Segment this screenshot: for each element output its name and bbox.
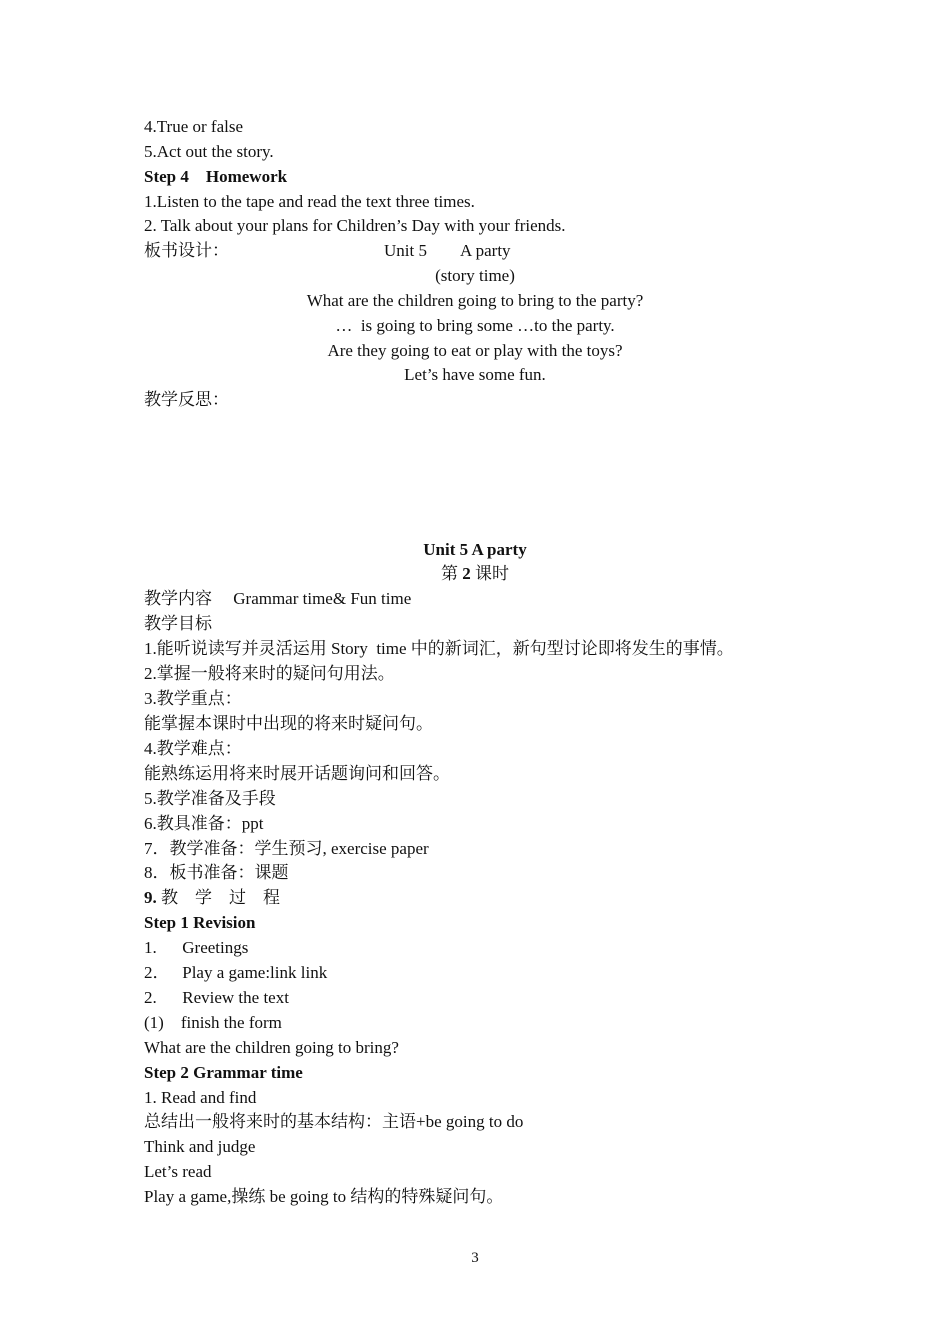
board-line: What are the children going to bring to the party?	[306, 291, 644, 310]
process-heading: 9. 教 学 过 程	[144, 888, 280, 907]
list-item: 2. Talk about your plans for Children’s Day with your friends.	[144, 216, 566, 235]
text-line: 总结出一般将来时的基本结构：主语+be going to do	[144, 1112, 524, 1131]
board-line: … is going to bring some …to the party.	[335, 316, 615, 335]
goal-item: 2.掌握一般将来时的疑问句用法。	[144, 664, 395, 683]
difficulty-label: 4.教学难点：	[144, 739, 242, 758]
text-line: Think and judge	[144, 1137, 256, 1156]
key-points-label: 3.教学重点：	[144, 689, 242, 708]
list-item: 1. Read and find	[144, 1088, 257, 1107]
unit-title: Unit 5 A party	[423, 540, 527, 559]
list-item: 4.True or false	[144, 117, 243, 136]
board-line: Let’s have some fun.	[404, 365, 546, 384]
goals-label: 教学目标	[144, 614, 212, 633]
lesson-number: 第 2 课时	[441, 564, 509, 583]
list-item: 1. Greetings	[144, 938, 249, 957]
difficulty-text: 能熟练运用将来时展开话题询问和回答。	[144, 764, 450, 783]
key-points-text: 能掌握本课时中出现的将来时疑问句。	[144, 714, 433, 733]
prep-item: 6.教具准备：ppt	[144, 814, 264, 833]
list-item: 2. Review the text	[144, 988, 289, 1007]
step-heading: Step 4 Homework	[144, 167, 288, 186]
board-design-label: 板书设计：	[144, 241, 229, 260]
text-line: Play a game,操练 be going to 结构的特殊疑问句。	[144, 1187, 504, 1206]
list-item: (1) finish the form	[144, 1013, 282, 1032]
reflection-label: 教学反思：	[144, 390, 229, 409]
prep-item: 8．板书准备：课题	[144, 863, 289, 882]
board-line: Are they going to eat or play with the toys?	[327, 341, 623, 360]
step-heading: Step 1 Revision	[144, 913, 256, 932]
list-item: 5.Act out the story.	[144, 142, 274, 161]
list-item: 1.Listen to the tape and read the text three times.	[144, 192, 475, 211]
goal-item: 1.能听说读写并灵活运用 Story time 中的新词汇，新句型讨论即将发生的事情。	[144, 639, 734, 658]
board-title: Unit 5 A party	[384, 241, 511, 260]
question-line: What are the children going to bring?	[144, 1038, 399, 1057]
teaching-content: 教学内容 Grammar time& Fun time	[144, 589, 412, 608]
prep-item: 7．教学准备：学生预习, exercise paper	[144, 839, 429, 858]
board-subtitle: (story time)	[435, 266, 515, 285]
step-heading: Step 2 Grammar time	[144, 1063, 303, 1082]
page-number: 3	[471, 1250, 479, 1266]
list-item: 2． Play a game:link link	[144, 963, 328, 982]
prep-item: 5.教学准备及手段	[144, 789, 276, 808]
text-line: Let’s read	[144, 1162, 212, 1181]
